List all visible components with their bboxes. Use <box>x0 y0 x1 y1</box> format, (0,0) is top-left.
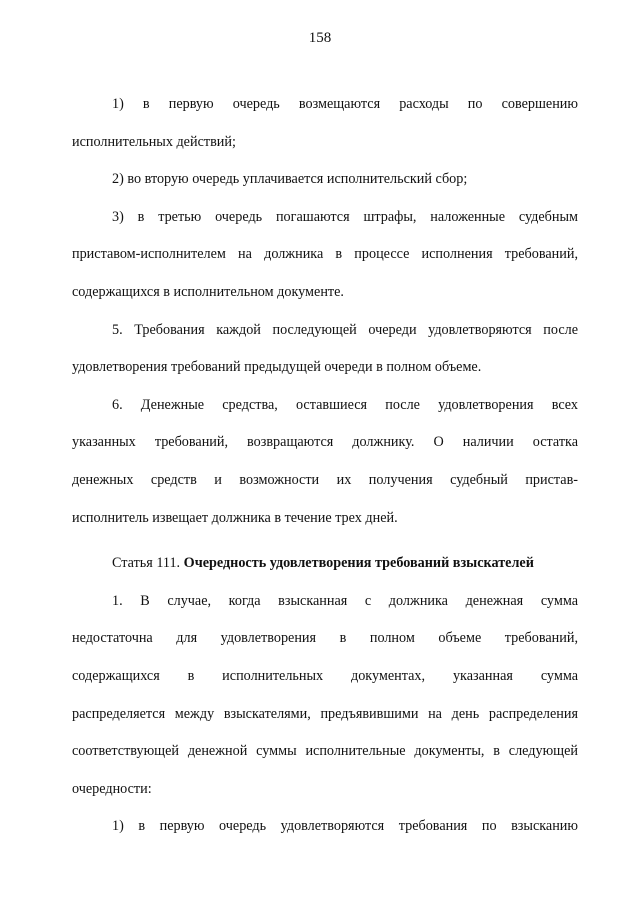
text-line: 5. Требования каждой последующей очереди удовлетворяются после <box>112 321 578 338</box>
text-line: недостаточна для удовлетворения в полном объеме требований, <box>72 630 578 647</box>
text-line: содержащихся в исполнительных документах, указанная сумма <box>72 667 578 684</box>
text-line: 1) в первую очередь удовлетворяются требования по взысканию <box>112 818 578 835</box>
article-title: Очередность удовлетворения требований взыскателей <box>183 555 534 572</box>
article-number: Статья 111. <box>112 555 181 572</box>
text-line: исполнитель извещает должника в течение трех дней. <box>72 509 398 526</box>
text-line: 1) в первую очередь возмещаются расходы по совершению <box>112 96 578 112</box>
text-line: 1. В случае, когда взысканная с должника денежная сумма <box>112 592 578 609</box>
text-line: приставом-исполнителем на должника в процессе исполнения требований, <box>72 246 578 263</box>
text-line: 3) в третью очередь погашаются штрафы, наложенные судебным <box>112 208 578 225</box>
page-number: 158 <box>308 30 332 46</box>
text-line: 6. Денежные средства, оставшиеся после удовлетворения всех <box>112 396 578 413</box>
body-text <box>72 90 578 850</box>
text-line: очередности: <box>72 780 152 797</box>
text-line: указанных требований, возвращаются должнику. О наличии остатка <box>72 434 578 451</box>
paragraph-gap <box>72 541 578 549</box>
text-line: распределяется между взыскателями, предъявившими на день распределения <box>72 705 578 722</box>
text-line: удовлетворения требований предыдущей очереди в полном объеме. <box>72 359 482 376</box>
text-line: содержащихся в исполнительном документе. <box>72 283 344 300</box>
text-line: денежных средств и возможности их получения судебный пристав- <box>72 471 578 488</box>
text-line: 2) во вторую очередь уплачивается исполнительский сбор; <box>112 171 468 188</box>
article-heading <box>72 549 578 587</box>
text-line: исполнительных действий; <box>72 133 236 150</box>
text-line: соответствующей денежной суммы исполнительные документы, в следующей <box>72 743 578 760</box>
